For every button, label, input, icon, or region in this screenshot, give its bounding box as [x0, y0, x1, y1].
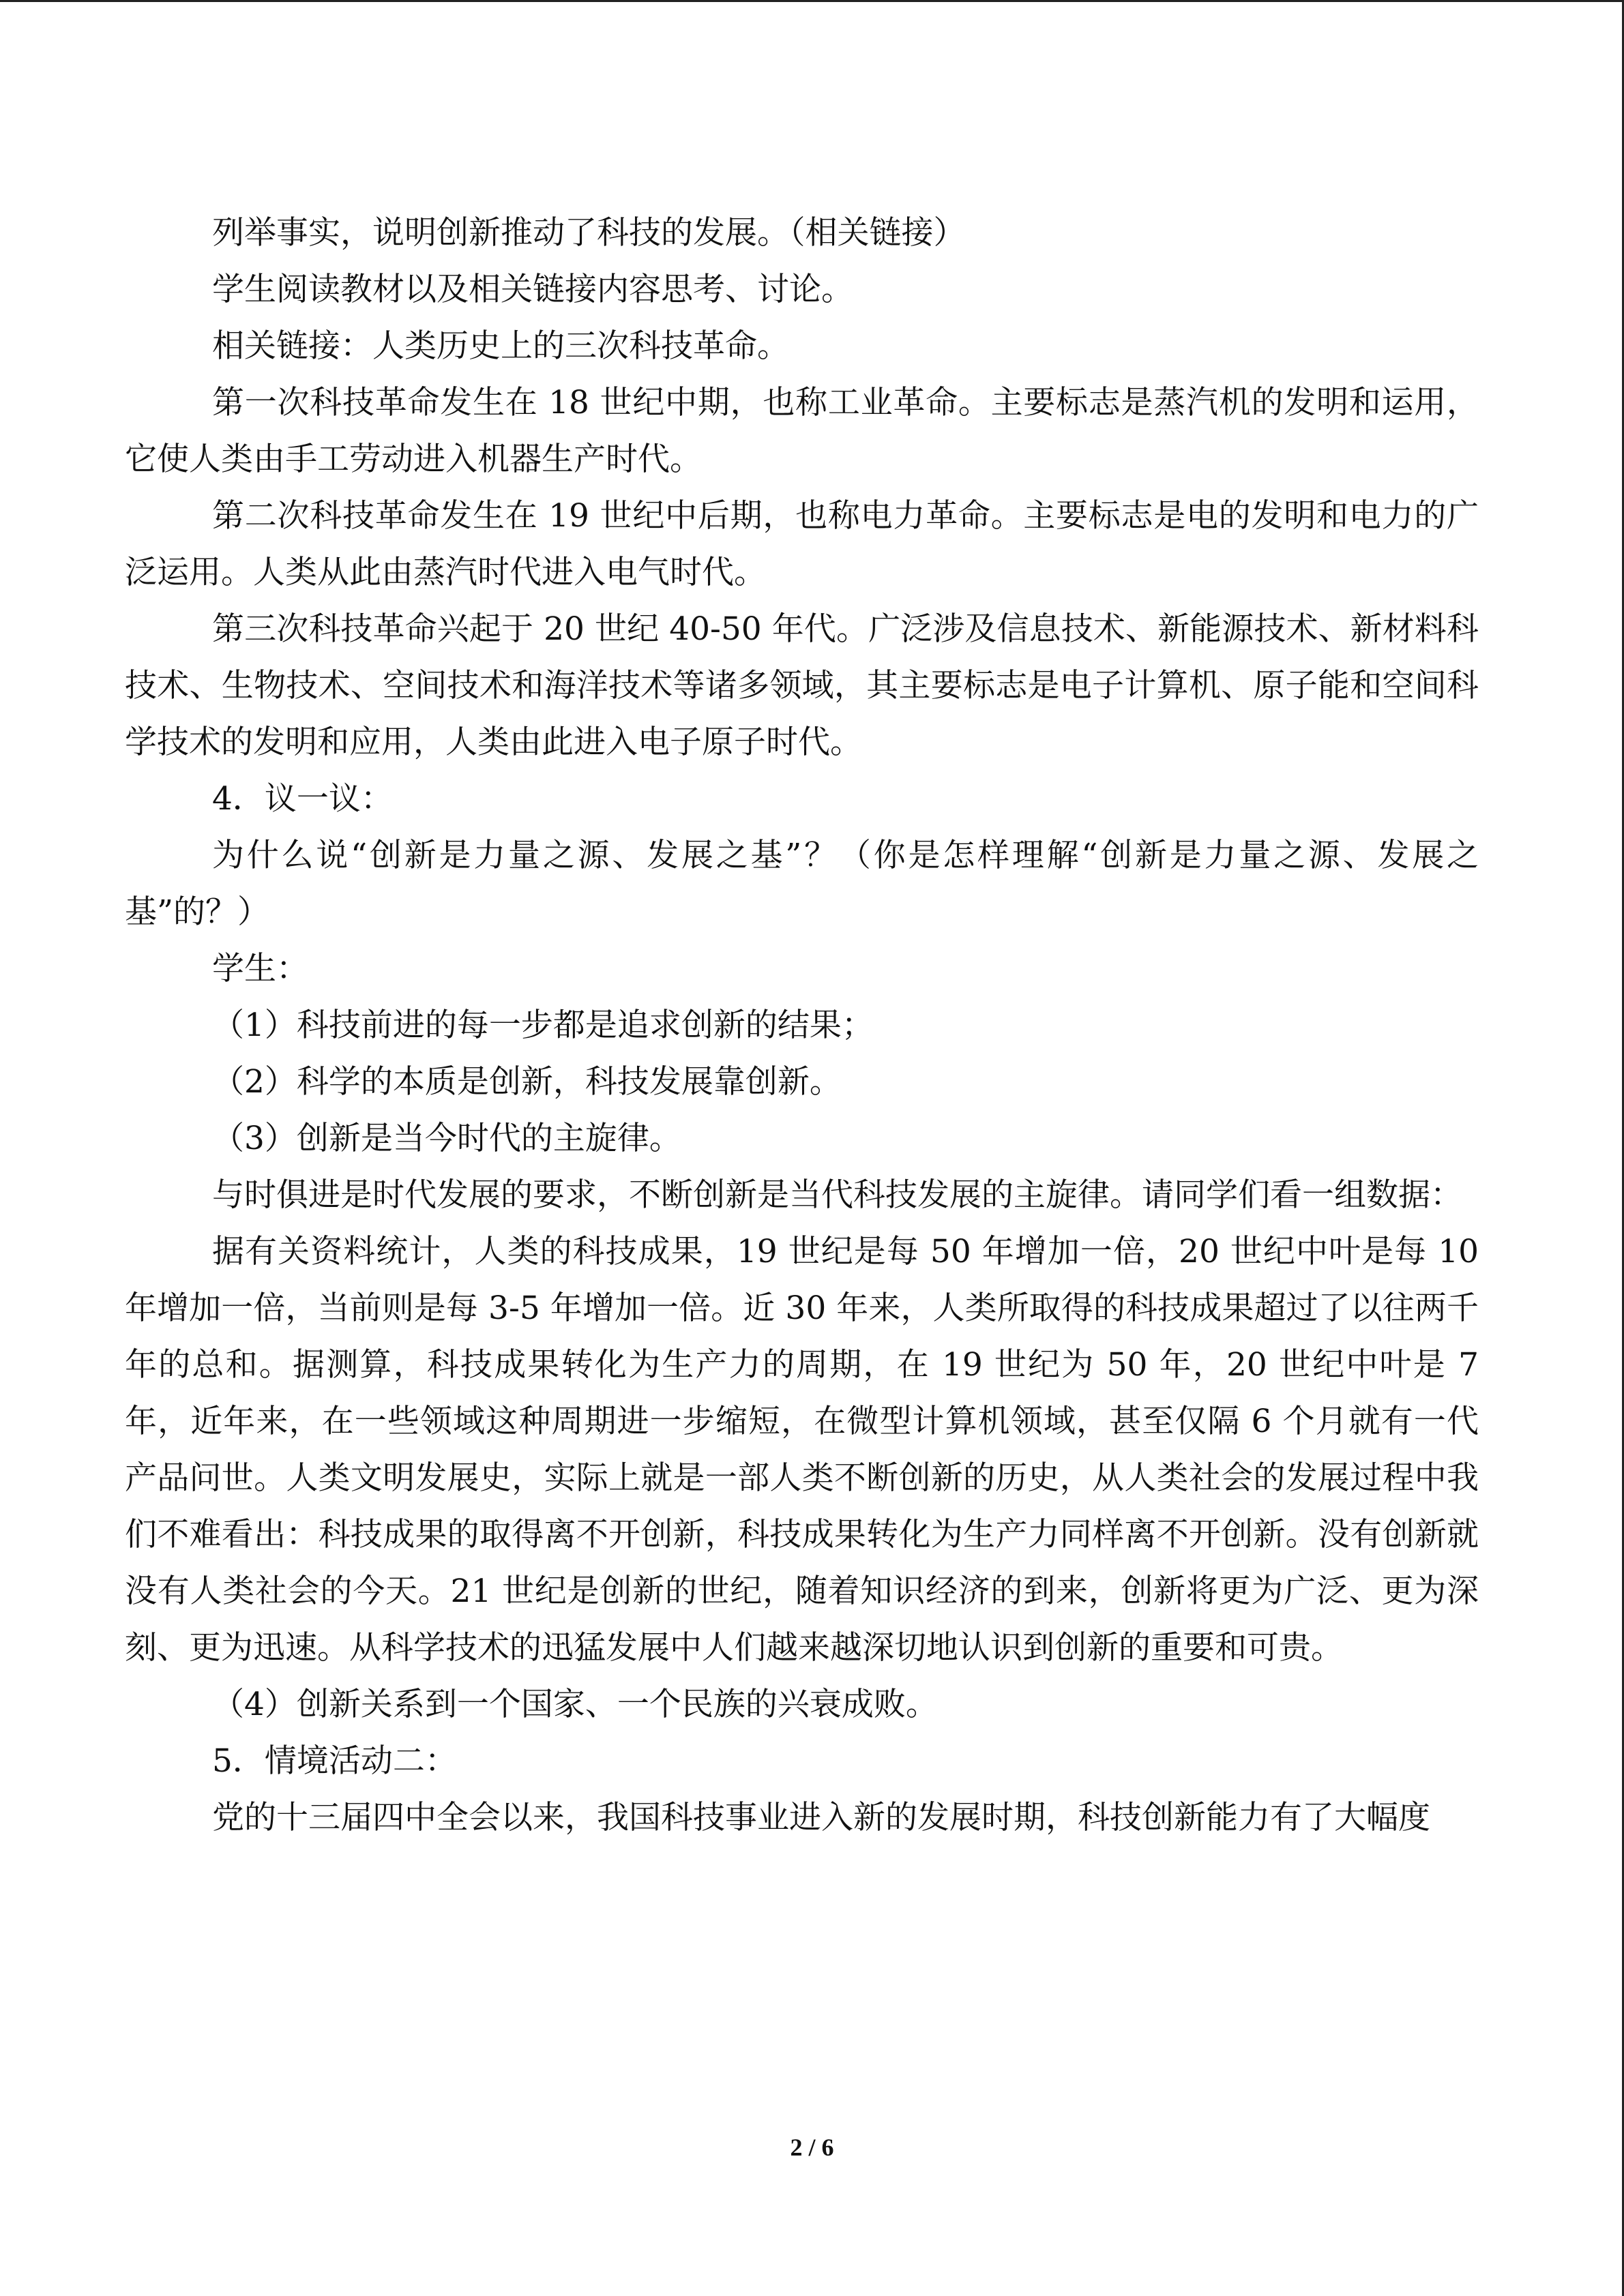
student-label: 学生：: [212, 950, 308, 987]
list-item-4: （4）创新关系到一个国家、一个民族的兴衰成败。: [212, 1686, 938, 1723]
paragraph-2: 学生阅读教材以及相关链接内容思考、讨论。: [212, 271, 853, 308]
paragraph-4: 第一次科技革命发生在 18 世纪中期，也称工业革命。主要标志是蒸汽机的发明和运用，它使人类由手工劳动进入机器生产时代。: [125, 384, 1479, 478]
paragraph-7: 与时俱进是时代发展的要求，不断创新是当代科技发展的主旋律。请同学们看一组数据：: [212, 1176, 1462, 1214]
paragraph-8: 据有关资料统计，人类的科技成果，19 世纪是每 50 年增加一倍，20 世纪中叶是每 10 年增加一倍，当前则是每 3-5 年增加一倍。近 30 年来，人类所取得的科技成果超过了以往两千年的总和。据测算，科技成果转化为生产力的周期，在 19 世纪为 50 年，20 世纪中叶是 7 年，近年来，在一些领域这种周期进一步缩短，在微型计算机领域，甚至仅隔 6 个月就有一代产品问世。人类文明发展史，实际上就是一部人类不断创新的历史，从人类社会的发展过程中我们不难看出：科技成果的取得离不开创新，科技成果转化为生产力同样离不开创新。没有创新就没有人类社会的今天。21 世纪是创新的世纪，随着知识经济的到来，创新将更为广泛、更为深刻、更为迅速。从科学技术的迅猛发展中人们越来越深切地认识到创新的重要和可贵。: [125, 1233, 1479, 1667]
paragraph-3: 相关链接：人类历史上的三次科技革命。: [212, 327, 789, 365]
question-paragraph: 为什么说“创新是力量之源、发展之基”？（你是怎样理解“创新是力量之源、发展之基”的？）: [125, 837, 1479, 931]
list-item-3: （3）创新是当今时代的主旋律。: [212, 1120, 681, 1157]
paragraph-5: 第二次科技革命发生在 19 世纪中后期，也称电力革命。主要标志是电的发明和电力的广泛运用。人类从此由蒸汽时代进入电气时代。: [125, 497, 1479, 591]
paragraph-9: 党的十三届四中全会以来，我国科技事业进入新的发展时期，科技创新能力有了大幅度: [212, 1799, 1430, 1836]
section-heading-activity: 5．情境活动二：: [212, 1742, 457, 1780]
section-heading-discuss: 4．议一议：: [212, 780, 393, 818]
document-body: [125, 205, 1479, 1846]
page-number: 2 / 6: [790, 2134, 834, 2161]
paragraph-6: 第三次科技革命兴起于 20 世纪 40-50 年代。广泛涉及信息技术、新能源技术、新材料科技术、生物技术、空间技术和海洋技术等诸多领域，其主要标志是电子计算机、原子能和空间科学技术的发明和应用，人类由此进入电子原子时代。: [125, 610, 1479, 761]
paragraph-1: 列举事实，说明创新推动了科技的发展。（相关链接）: [212, 214, 966, 252]
list-item-1: （1）科技前进的每一步都是追求创新的结果；: [212, 1007, 874, 1044]
list-item-2: （2）科学的本质是创新，科技发展靠创新。: [212, 1063, 842, 1101]
